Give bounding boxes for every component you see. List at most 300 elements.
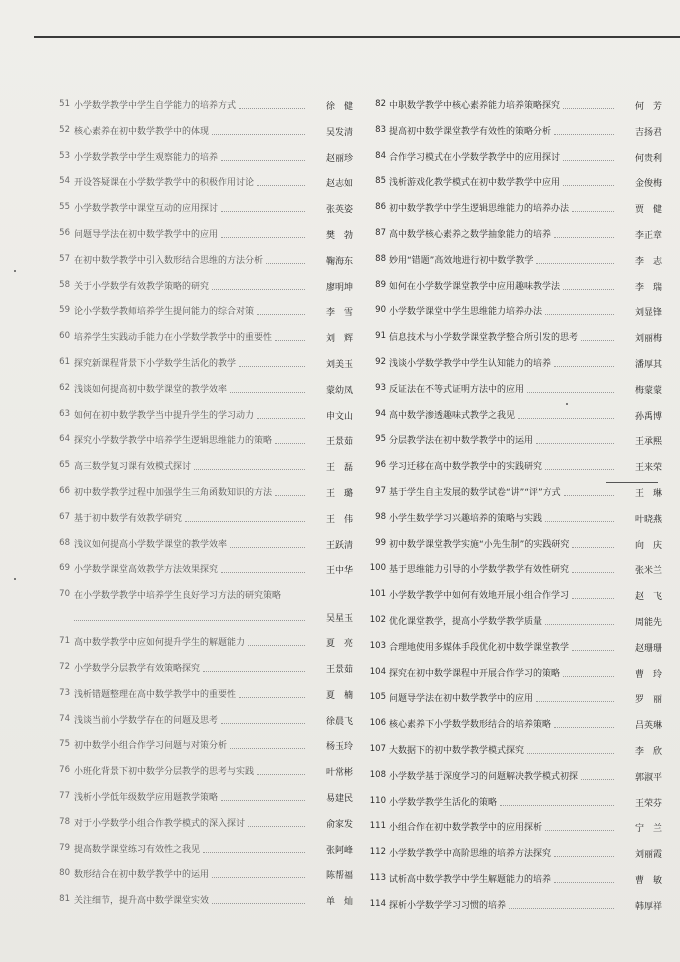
toc-entry	[40, 170, 353, 196]
toc-entry	[40, 222, 353, 248]
toc-entry	[362, 712, 662, 738]
entry-author: 申文山	[325, 411, 353, 422]
entry-title: 小学数学分层教学有效策略探究	[74, 663, 201, 674]
entry-title: 探究小学数学教学中培养学生逻辑思维能力的策略	[74, 436, 273, 447]
entry-number: 78	[59, 816, 70, 827]
toc-entry	[40, 557, 353, 583]
toc-entry	[362, 428, 662, 454]
dot-leader	[266, 263, 305, 264]
toc-entry	[40, 532, 353, 558]
dot-leader	[230, 748, 305, 749]
entry-number: 63	[59, 408, 70, 419]
entry-author: 吴星玉	[325, 614, 353, 625]
entry-author: 张米兰	[634, 566, 662, 577]
entry-title: 初中数学小组合作学习问题与对策分析	[74, 741, 228, 752]
entry-author: 樊 勃	[325, 230, 353, 241]
entry-number: 101	[369, 589, 386, 600]
toc-column-left	[40, 93, 353, 914]
entry-title: 合理地使用多媒体手段优化初中数学课堂教学	[389, 642, 570, 653]
entry-number: 94	[375, 408, 386, 419]
toc-entry	[40, 480, 353, 506]
toc-entry	[40, 583, 353, 630]
dot-leader	[545, 521, 614, 522]
entry-title: 培养学生实践动手能力在小学数学教学中的重要性	[74, 333, 273, 344]
toc-entry	[362, 325, 662, 351]
entry-title: 浅析错题整理在高中数学教学中的重要性	[74, 689, 237, 700]
entry-title: 探究在初中数学课程中开展合作学习的策略	[389, 668, 561, 679]
dot-leader	[212, 877, 305, 878]
entry-author: 陈帮福	[325, 871, 353, 882]
entry-number: 60	[59, 331, 70, 342]
entry-number: 97	[375, 485, 386, 496]
entry-author: 郭淑平	[634, 772, 662, 783]
entry-author: 赵志如	[325, 179, 353, 190]
toc-entry	[362, 480, 662, 506]
entry-number: 83	[375, 124, 386, 135]
entry-author: 王 伟	[325, 514, 353, 525]
toc-entry	[40, 759, 353, 785]
entry-author: 潘厚其	[634, 359, 662, 370]
entry-title: 浅析小学低年级数学应用题教学策略	[74, 792, 219, 803]
toc-entry	[362, 635, 662, 661]
entry-author: 刘丽霞	[634, 850, 662, 861]
toc-entry	[40, 708, 353, 734]
entry-number: 64	[59, 434, 70, 445]
entry-number: 88	[375, 253, 386, 264]
dot-leader	[275, 495, 305, 496]
entry-title: 小学数学教学中学生观察能力的培养	[74, 152, 219, 163]
dot-leader	[572, 598, 614, 599]
dot-leader	[257, 185, 305, 186]
toc-entry	[362, 170, 662, 196]
dot-leader	[221, 160, 305, 161]
dot-leader	[554, 727, 614, 728]
dot-leader	[563, 676, 614, 677]
toc-entry	[40, 145, 353, 171]
toc-entry	[362, 867, 662, 893]
entry-title: 初中数学教学中学生逻辑思维能力的培养办法	[389, 204, 570, 215]
speck	[14, 578, 16, 580]
entry-number: 82	[375, 99, 386, 109]
toc-entry	[362, 222, 662, 248]
entry-title: 小学数学教学中学生自学能力的培养方式	[74, 101, 237, 111]
entry-author: 赵丽珍	[325, 153, 353, 164]
entry-title: 浅议如何提高小学数学课堂的教学效率	[74, 539, 228, 550]
entry-number: 72	[59, 661, 70, 672]
entry-author: 廖明坤	[325, 282, 353, 293]
dot-leader	[572, 572, 614, 573]
entry-author: 赵珊珊	[634, 643, 662, 654]
entry-title: 如何在初中数学教学当中提升学生的学习动力	[74, 410, 255, 421]
dot-leader	[518, 418, 614, 419]
entry-author: 韩厚祥	[634, 901, 662, 912]
dot-leader	[248, 826, 305, 827]
dot-leader	[527, 392, 614, 393]
entry-number: 77	[59, 790, 70, 801]
toc-entry	[40, 274, 353, 300]
entry-number: 74	[59, 713, 70, 724]
dot-leader	[248, 645, 305, 646]
speck	[14, 270, 16, 272]
toc-entry	[40, 351, 353, 377]
toc-entry	[40, 733, 353, 759]
entry-number: 93	[375, 382, 386, 393]
entry-title: 信息技术与小学数学课堂教学整合所引发的思考	[389, 333, 579, 344]
dot-leader	[257, 314, 305, 315]
entry-number: 58	[59, 279, 70, 290]
toc-entry	[40, 454, 353, 480]
entry-author: 俞家发	[325, 819, 353, 830]
entry-author: 王荣芬	[634, 798, 662, 809]
entry-number: 87	[375, 227, 386, 238]
dot-leader	[194, 469, 305, 470]
entry-number: 107	[369, 743, 386, 754]
dot-leader	[563, 185, 614, 186]
toc-entry	[362, 790, 662, 816]
toc-entry	[40, 248, 353, 274]
entry-number: 55	[59, 202, 70, 213]
entry-title: 数形结合在初中数学教学中的运用	[74, 870, 210, 881]
entry-author: 王承熙	[634, 437, 662, 448]
entry-title: 浅谈小学数学教学中学生认知能力的培养	[389, 358, 552, 369]
dot-leader	[572, 650, 614, 651]
speck	[566, 403, 568, 405]
entry-title: 对于小学数学小组合作教学模式的深入探讨	[74, 818, 246, 829]
entry-number: 52	[59, 124, 70, 135]
dot-leader	[545, 469, 614, 470]
entry-title: 小学数学课堂中学生思维能力培养办法	[389, 307, 543, 318]
entry-number: 99	[375, 537, 386, 548]
entry-author: 张阿峰	[325, 845, 353, 856]
entry-author: 李 志	[634, 256, 662, 267]
dot-leader	[563, 108, 614, 109]
entry-author: 蒙幼凤	[325, 385, 353, 396]
entry-number: 112	[369, 847, 386, 858]
dot-leader	[239, 108, 305, 109]
toc-entry	[362, 764, 662, 790]
entry-title: 在小学数学教学中培养学生良好学习方法的研究策略	[74, 591, 282, 602]
toc-entry	[362, 841, 662, 867]
entry-title: 核心素养在初中数学教学中的体现	[74, 126, 210, 137]
toc-entry	[362, 274, 662, 300]
entry-number: 51	[59, 99, 70, 109]
entry-author: 赵 飞	[634, 592, 662, 603]
entry-number: 61	[59, 356, 70, 367]
entry-title: 核心素养下小学数学数形结合的培养策略	[389, 720, 552, 731]
dot-leader	[74, 620, 305, 621]
entry-number: 65	[59, 460, 70, 471]
entry-number: 102	[369, 614, 386, 625]
dot-leader	[239, 366, 305, 367]
dot-leader	[221, 237, 305, 238]
entry-title: 高中数学渗透趣味式教学之我见	[389, 410, 516, 421]
entry-title: 试析高中数学教学中学生解题能力的培养	[389, 874, 552, 885]
entry-number: 103	[369, 640, 386, 651]
entry-author: 王 璐	[325, 488, 353, 499]
entry-number: 95	[375, 434, 386, 445]
entry-number: 85	[375, 176, 386, 187]
toc-entry	[40, 196, 353, 222]
dot-leader	[581, 340, 614, 341]
entry-author: 徐 健	[325, 102, 353, 112]
entry-title: 基于初中数学有效教学研究	[74, 513, 183, 524]
toc-entry	[40, 403, 353, 429]
dot-leader	[536, 263, 614, 264]
dot-leader	[230, 547, 305, 548]
entry-number: 100	[369, 563, 386, 574]
dot-leader	[554, 882, 614, 883]
toc-entry	[362, 351, 662, 377]
entry-title: 开设答疑课在小学数学教学中的积极作用讨论	[74, 178, 255, 189]
entry-title: 分层教学法在初中数学教学中的运用	[389, 436, 534, 447]
toc-entry	[362, 454, 662, 480]
entry-number: 90	[375, 305, 386, 316]
entry-author: 杨玉玲	[325, 742, 353, 753]
entry-author: 李 瑞	[634, 282, 662, 293]
entry-number: 91	[375, 331, 386, 342]
toc-entry	[40, 837, 353, 863]
dot-leader	[563, 160, 614, 161]
toc-entry	[362, 815, 662, 841]
entry-title: 学习迁移在高中数学教学中的实践研究	[389, 462, 543, 473]
dot-leader	[221, 800, 305, 801]
entry-number: 66	[59, 485, 70, 496]
dot-leader	[221, 572, 305, 573]
toc-entry	[362, 248, 662, 274]
dot-leader	[581, 779, 614, 780]
author-underline	[606, 482, 658, 483]
entry-author: 刘美玉	[325, 359, 353, 370]
entry-title: 优化课堂教学，提高小学数学教学质量	[389, 616, 543, 627]
entry-number: 96	[375, 460, 386, 471]
entry-title: 初中数学课堂教学实施“小先生制”的实践研究	[389, 539, 570, 550]
dot-leader	[545, 314, 614, 315]
entry-title: 关注细节，提升高中数学课堂实效	[74, 896, 210, 907]
toc-entry	[40, 119, 353, 145]
dot-leader	[545, 624, 614, 625]
dot-leader	[212, 134, 305, 135]
dot-leader	[275, 443, 305, 444]
toc-entry	[40, 656, 353, 682]
toc-entry	[362, 299, 662, 325]
entry-author: 金俊梅	[634, 179, 662, 190]
entry-author: 向 庆	[634, 540, 662, 551]
entry-title: 提高数学课堂练习有效性之我见	[74, 844, 201, 855]
toc-entry	[40, 428, 353, 454]
entry-number: 114	[369, 898, 386, 909]
entry-author: 刘显锋	[634, 308, 662, 319]
entry-title: 论小学数学教师培养学生提问能力的综合对策	[74, 307, 255, 318]
dot-leader	[275, 340, 305, 341]
dot-leader	[257, 774, 305, 775]
entry-title: 高三数学复习课有效模式探讨	[74, 462, 192, 473]
entry-author: 夏 亮	[325, 639, 353, 650]
dot-leader	[221, 211, 305, 212]
top-rule	[34, 36, 680, 38]
entry-author: 吉扬君	[634, 127, 662, 138]
entry-title: 高中数学核心素养之数学抽象能力的培养	[389, 229, 552, 240]
toc-entry	[362, 145, 662, 171]
entry-title: 浅析游戏化教学模式在初中数学教学中应用	[389, 178, 561, 189]
dot-leader	[572, 547, 614, 548]
entry-author: 李 雪	[325, 308, 353, 319]
entry-author: 孙禹博	[634, 411, 662, 422]
entry-title: 小组合作在初中数学教学中的应用探析	[389, 823, 543, 834]
entry-number: 71	[59, 636, 70, 647]
toc-entry	[362, 196, 662, 222]
entry-number: 98	[375, 511, 386, 522]
entry-number: 76	[59, 765, 70, 776]
dot-leader	[212, 289, 305, 290]
entry-number: 86	[375, 202, 386, 213]
toc-entry	[362, 403, 662, 429]
dot-leader	[554, 856, 614, 857]
entry-number: 79	[59, 842, 70, 853]
entry-title: 基于学生自主发展的数学试卷“讲”“评”方式	[389, 487, 561, 498]
entry-author: 王中华	[325, 566, 353, 577]
entry-title: 小学数学教学中高阶思维的培养方法探究	[389, 849, 552, 860]
entry-number: 81	[59, 894, 70, 905]
toc-entry	[40, 93, 353, 119]
entry-number: 69	[59, 563, 70, 574]
entry-number: 110	[369, 795, 386, 806]
entry-title: 浅谈如何提高初中数学课堂的教学效率	[74, 384, 228, 395]
entry-author: 吴发清	[325, 127, 353, 138]
entry-title: 如何在小学数学课堂教学中应用趣味教学法	[389, 281, 561, 292]
dot-leader	[564, 495, 614, 496]
entry-title: 大数据下的初中数学教学模式探究	[389, 745, 525, 756]
entry-title: 关于小学数学有效教学策略的研究	[74, 281, 210, 292]
entry-author: 王来荣	[634, 463, 662, 474]
dot-leader	[536, 443, 614, 444]
dot-leader	[509, 908, 614, 909]
entry-author: 王景茹	[325, 437, 353, 448]
entry-number: 113	[369, 872, 386, 883]
entry-title: 探究新课程背景下小学数学生活化的教学	[74, 358, 237, 369]
toc-entry	[40, 630, 353, 656]
toc-entry	[40, 682, 353, 708]
entry-title: 中职数学教学中核心素养能力培养策略探究	[389, 101, 561, 111]
entry-author: 徐晨飞	[325, 716, 353, 727]
entry-title: 小学数学基于深度学习的问题解决教学模式初探	[389, 771, 579, 782]
entry-number: 80	[59, 868, 70, 879]
entry-title: 合作学习模式在小学数学教学中的应用探讨	[389, 152, 561, 163]
entry-author: 李 欣	[634, 746, 662, 757]
dot-leader	[212, 903, 305, 904]
toc-entry	[40, 506, 353, 532]
toc-entry	[362, 377, 662, 403]
toc-entry	[40, 888, 353, 914]
toc-entry	[362, 506, 662, 532]
toc-entry	[362, 738, 662, 764]
entry-author: 李正章	[634, 230, 662, 241]
entry-number: 67	[59, 511, 70, 522]
entry-number: 89	[375, 279, 386, 290]
toc-entry	[40, 299, 353, 325]
entry-author: 张英姿	[325, 205, 353, 216]
entry-author: 单 灿	[325, 897, 353, 908]
entry-title: 初中数学教学过程中加强学生三角函数知识的方法	[74, 487, 273, 498]
entry-title: 小班化背景下初中数学分层教学的思考与实践	[74, 767, 255, 778]
entry-number: 106	[369, 718, 386, 729]
entry-title: 在初中数学教学中引入数形结合思维的方法分析	[74, 255, 264, 266]
entry-author: 王景茹	[325, 664, 353, 675]
entry-number: 73	[59, 687, 70, 698]
entry-title: 反证法在不等式证明方法中的应用	[389, 384, 525, 395]
entry-title: 小学数学课堂高效教学方法效果探究	[74, 565, 219, 576]
entry-number: 59	[59, 305, 70, 316]
toc-entry	[362, 893, 662, 919]
entry-author: 刘 辉	[325, 334, 353, 345]
entry-author: 何贵利	[634, 153, 662, 164]
entry-title: 问题导学法在初中数学教学中的应用	[74, 229, 219, 240]
entry-author: 罗 丽	[634, 695, 662, 706]
entry-author: 曹 敏	[634, 875, 662, 886]
entry-author: 鞠海东	[325, 256, 353, 267]
dot-leader	[230, 392, 305, 393]
toc-entry	[362, 661, 662, 687]
entry-title: 高中数学教学中应如何提升学生的解题能力	[74, 638, 246, 649]
entry-number: 104	[369, 666, 386, 677]
entry-title: 探析小学数学学习习惯的培养	[389, 900, 507, 911]
entry-author: 吕英琳	[634, 721, 662, 732]
toc-entry	[362, 609, 662, 635]
entry-title: 基于思维能力引导的小学数学教学有效性研究	[389, 565, 570, 576]
entry-author: 王跃清	[325, 540, 353, 551]
entry-number: 105	[369, 692, 386, 703]
entry-author: 王 琳	[634, 488, 662, 499]
dot-leader	[545, 830, 614, 831]
entry-number: 92	[375, 356, 386, 367]
toc-entry	[362, 583, 662, 609]
toc-entry	[40, 325, 353, 351]
entry-number: 53	[59, 150, 70, 161]
entry-number: 62	[59, 382, 70, 393]
toc-entry	[362, 686, 662, 712]
entry-author: 宁 兰	[634, 824, 662, 835]
dot-leader	[527, 753, 614, 754]
entry-number: 70	[59, 589, 70, 600]
dot-leader	[554, 366, 614, 367]
entry-title: 小学生数学学习兴趣培养的策略与实践	[389, 513, 543, 524]
dot-leader	[554, 237, 614, 238]
dot-leader	[257, 418, 305, 419]
toc-entry	[362, 93, 662, 119]
entry-author: 贾 健	[634, 205, 662, 216]
dot-leader	[572, 211, 614, 212]
entry-title: 小学数学教学中如何有效地开展小组合作学习	[389, 591, 570, 602]
entry-title: 小学数学教学生活化的策略	[389, 797, 498, 808]
entry-number: 84	[375, 150, 386, 161]
toc-column-right	[362, 93, 662, 919]
entry-title: 问题导学法在初中数学教学中的应用	[389, 694, 534, 705]
entry-title: 提高初中数学课堂教学有效性的策略分析	[389, 126, 552, 137]
entry-author: 何 芳	[634, 102, 662, 112]
toc-entry	[40, 811, 353, 837]
entry-author: 曹 玲	[634, 669, 662, 680]
dot-leader	[239, 697, 305, 698]
entry-number: 108	[369, 769, 386, 780]
entry-author: 易建民	[325, 793, 353, 804]
entry-number: 56	[59, 227, 70, 238]
entry-number: 54	[59, 176, 70, 187]
entry-author: 周能先	[634, 617, 662, 628]
entry-number: 111	[369, 821, 386, 832]
dot-leader	[185, 521, 305, 522]
dot-leader	[203, 852, 305, 853]
entry-number: 68	[59, 537, 70, 548]
dot-leader	[536, 701, 614, 702]
